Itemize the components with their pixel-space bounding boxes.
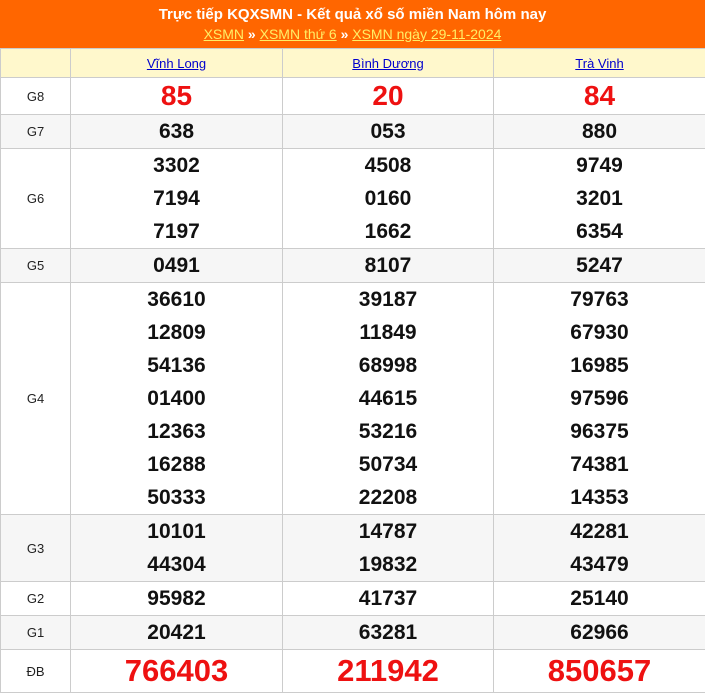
prize-cell: [494, 650, 705, 693]
prize-number: 50734: [358, 453, 418, 476]
prize-number: 12809: [147, 321, 206, 344]
prize-row: [1, 149, 705, 249]
prize-cell: [283, 616, 494, 650]
prize-number: 85: [160, 80, 193, 111]
prize-label: G2: [1, 582, 71, 616]
prize-label: G8: [1, 78, 71, 115]
prize-label: G7: [1, 115, 71, 149]
province-header: [283, 49, 494, 78]
prize-number: 211942: [337, 653, 439, 688]
prize-cell: [283, 249, 494, 283]
prize-number: 74381: [570, 453, 629, 476]
prize-number: 16985: [570, 354, 629, 377]
prize-number: 95982: [147, 587, 206, 610]
prize-cell: [283, 115, 494, 149]
prize-cell: [283, 283, 494, 515]
prize-number: 850657: [547, 653, 652, 688]
prize-number: 8107: [364, 254, 412, 277]
prize-row: [1, 283, 705, 515]
prize-cell: [494, 515, 705, 582]
prize-label: G3: [1, 515, 71, 582]
prize-number: 3201: [576, 187, 623, 210]
prize-number: 11849: [359, 321, 417, 344]
breadcrumb-separator: »: [247, 26, 256, 42]
prize-number: 25140: [570, 587, 629, 610]
prize-cell: [71, 115, 283, 149]
prize-number: 19832: [358, 553, 418, 576]
prize-number: 4508: [364, 154, 412, 177]
prize-number: 6354: [576, 220, 623, 243]
province-link-tra-vinh[interactable]: Trà Vinh: [575, 55, 624, 71]
prize-cell: [494, 115, 705, 149]
prize-cell: [283, 515, 494, 582]
prize-number: 7197: [153, 220, 200, 243]
prize-number: 42281: [570, 520, 629, 543]
prize-number: 053: [370, 120, 406, 143]
prize-number: 41737: [358, 587, 418, 610]
prize-cell: [494, 582, 705, 616]
prize-number: 880: [581, 120, 618, 143]
prize-number: 79763: [570, 288, 629, 311]
prize-number: 53216: [358, 420, 418, 443]
prize-cell: [283, 650, 494, 693]
prize-number: 01400: [147, 387, 206, 410]
prize-cell: [71, 249, 283, 283]
prize-cell: [71, 650, 283, 693]
province-header: [71, 49, 283, 78]
prize-row: [1, 616, 705, 650]
prize-number: 14787: [358, 520, 418, 543]
prize-label: G6: [1, 149, 71, 249]
prize-number: 0160: [364, 187, 412, 210]
prize-cell: [494, 249, 705, 283]
prize-row: [1, 249, 705, 283]
prize-row: [1, 115, 705, 149]
prize-label: ĐB: [1, 650, 71, 693]
prize-cell: [283, 149, 494, 249]
prize-row: [1, 78, 705, 115]
prize-number: 44615: [358, 387, 418, 410]
province-header-row: [1, 49, 705, 78]
prize-number: 97596: [570, 387, 629, 410]
prize-number: 68998: [358, 354, 418, 377]
prize-number: 96375: [570, 420, 629, 443]
prize-number: 16288: [147, 453, 206, 476]
prize-number: 63281: [358, 621, 418, 644]
prize-cell: [283, 78, 494, 115]
breadcrumb-xsmn-link[interactable]: XSMN: [203, 26, 245, 42]
prize-cell: [71, 78, 283, 115]
prize-cell: [494, 283, 705, 515]
prize-number: 36610: [147, 288, 206, 311]
prize-number: 44304: [147, 553, 206, 576]
prize-label: G5: [1, 249, 71, 283]
breadcrumb-xsmn-date-link[interactable]: XSMN ngày 29-11-2024: [352, 26, 502, 42]
prize-label: G1: [1, 616, 71, 650]
prize-number: 3302: [153, 154, 200, 177]
prize-column-header: [1, 49, 71, 78]
province-link-vinh-long[interactable]: Vĩnh Long: [146, 55, 207, 71]
province-link-binh-duong[interactable]: Bình Dương: [352, 55, 424, 71]
prize-row: [1, 582, 705, 616]
prize-number: 638: [158, 120, 195, 143]
prize-number: 7194: [153, 187, 200, 210]
prize-number: 0491: [153, 254, 200, 277]
prize-number: 9749: [576, 154, 623, 177]
prize-number: 62966: [570, 621, 629, 644]
prize-number: 54136: [147, 354, 206, 377]
prize-number: 20421: [147, 621, 206, 644]
prize-number: 10101: [147, 520, 206, 543]
breadcrumb-xsmn-thu6-link[interactable]: XSMN thứ 6: [259, 26, 337, 42]
prize-number: 22208: [358, 486, 418, 509]
prize-number: 12363: [147, 420, 206, 443]
prize-number: 766403: [124, 653, 229, 688]
prize-label: G4: [1, 283, 71, 515]
prize-number: 50333: [147, 486, 206, 509]
prize-cell: [283, 582, 494, 616]
breadcrumb: [0, 25, 705, 43]
prize-row: [1, 650, 705, 693]
prize-row: [1, 515, 705, 582]
prize-cell: [494, 78, 705, 115]
results-table: [0, 48, 705, 693]
results-header: [0, 0, 705, 48]
prize-cell: [71, 582, 283, 616]
prize-cell: [71, 515, 283, 582]
prize-number: 20: [372, 80, 404, 111]
prize-cell: [71, 283, 283, 515]
prize-number: 1662: [364, 220, 412, 243]
results-body: [1, 78, 705, 693]
prize-number: 39187: [358, 288, 418, 311]
prize-number: 43479: [570, 553, 629, 576]
prize-cell: [494, 616, 705, 650]
prize-number: 14353: [570, 486, 629, 509]
prize-number: 84: [583, 80, 616, 111]
prize-number: 5247: [576, 254, 623, 277]
prize-cell: [71, 149, 283, 249]
breadcrumb-separator: »: [340, 26, 349, 42]
prize-cell: [494, 149, 705, 249]
prize-cell: [71, 616, 283, 650]
prize-number: 67930: [570, 321, 629, 344]
page-title: Trực tiếp KQXSMN - Kết quả xổ số miền Nam hôm nay: [158, 6, 547, 23]
province-header: [494, 49, 705, 78]
